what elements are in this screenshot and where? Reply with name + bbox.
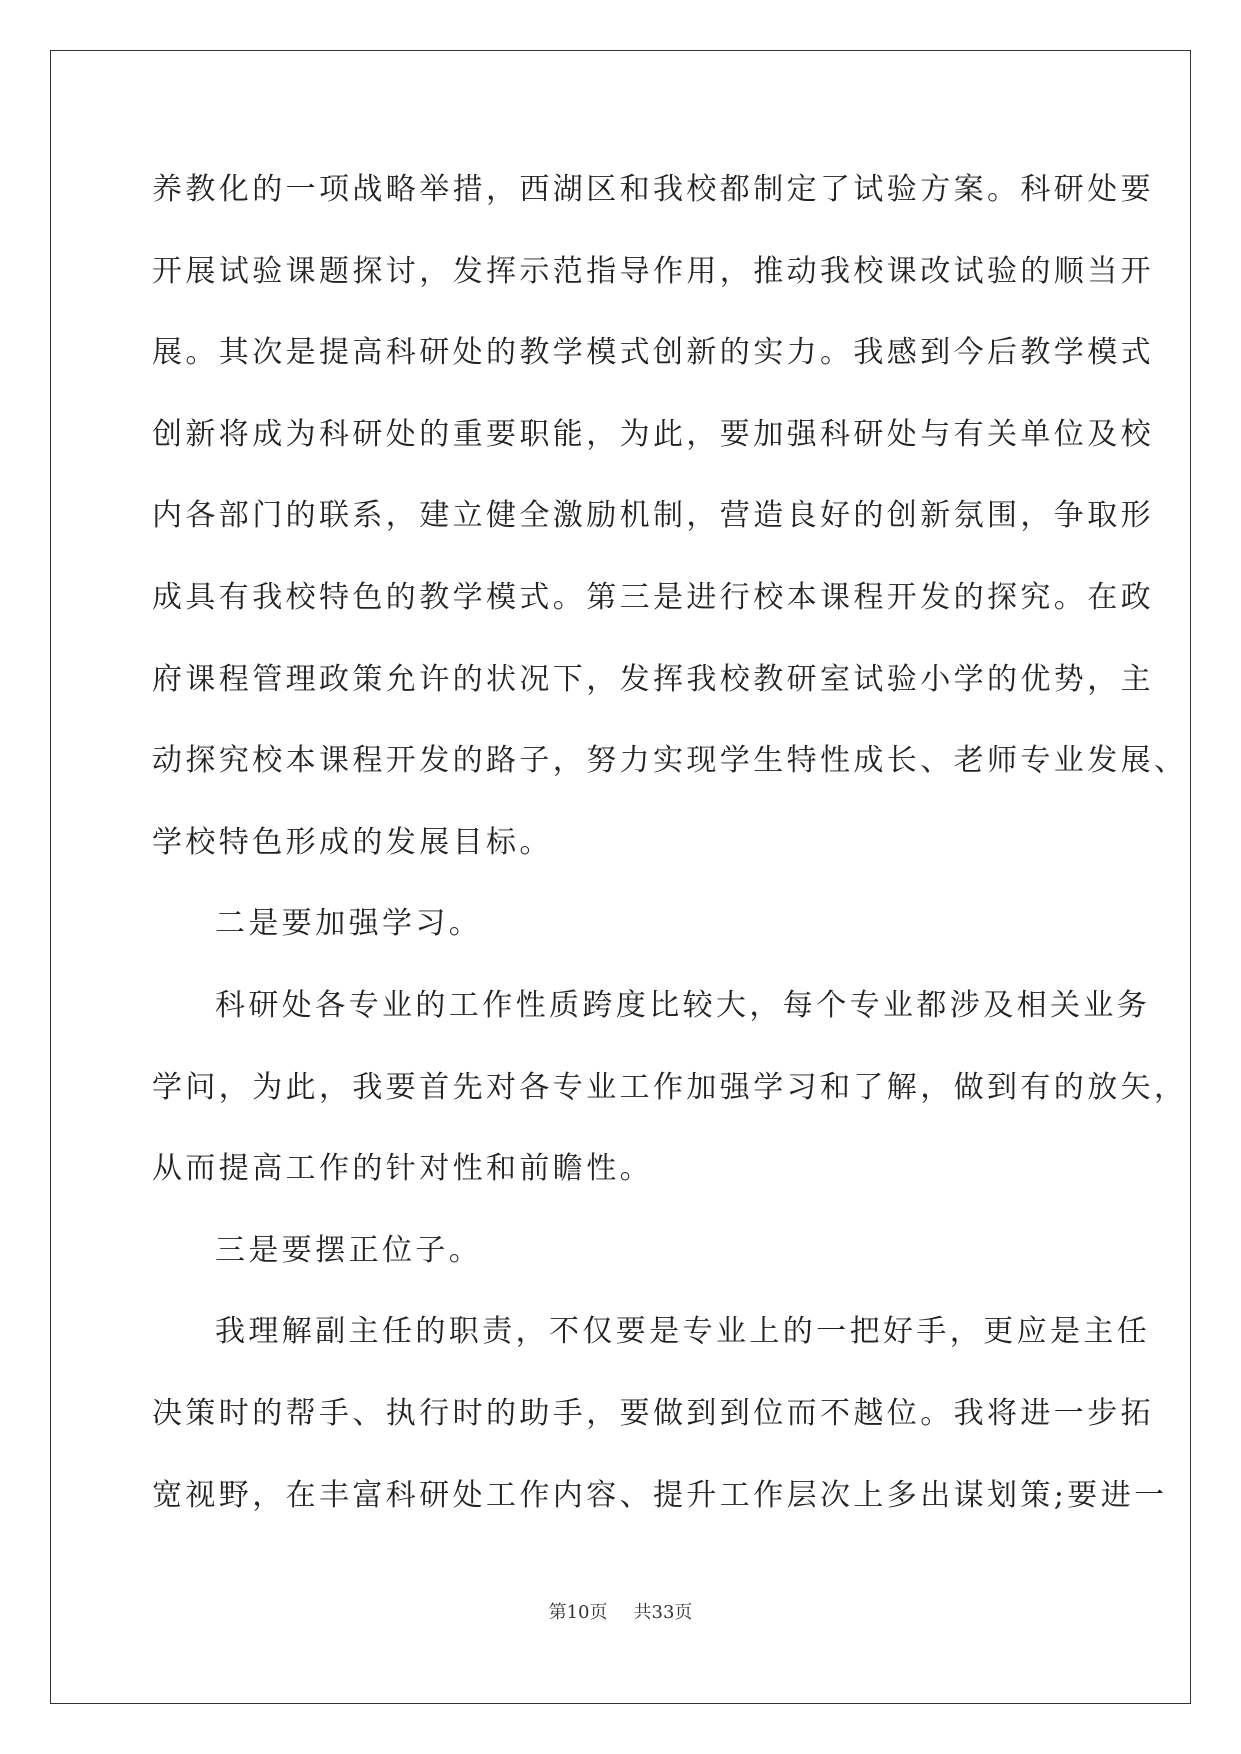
text-line: 创新将成为科研处的重要职能，为此，要加强科研处与有关单位及校 [152,416,1154,452]
text-line: 二是要加强学习。 [215,906,483,942]
text-line: 从而提高工作的针对性和前瞻性。 [152,1151,653,1187]
document-body [152,160,1188,1547]
text-line: 成具有我校特色的教学模式。第三是进行校本课程开发的探究。在政 [152,579,1154,615]
page-number: 第10页 [548,1602,608,1623]
text-line: 展。其次是提高科研处的教学模式创新的实力。我感到今后教学模式 [152,335,1154,371]
text-line: 学问，为此，我要首先对各专业工作加强学习和了解，做到有的放矢， [152,1069,1188,1105]
text-line: 府课程管理政策允许的状况下，发挥我校教研室试验小学的优势，主 [152,661,1154,697]
text-line: 动探究校本课程开发的路子，努力实现学生特性成长、老师专业发展、 [152,743,1188,779]
text-line: 内各部门的联系，建立健全激励机制，营造良好的创新氛围，争取形 [152,498,1154,534]
text-line: 决策时的帮手、执行时的助手，要做到到位而不越位。我将进一步拓 [152,1395,1154,1431]
text-line: 三是要摆正位子。 [215,1232,483,1268]
text-line: 开展试验课题探讨，发挥示范指导作用，推动我校课改试验的顺当开 [152,253,1154,289]
text-line: 宽视野，在丰富科研处工作内容、提升工作层次上多出谋划策;要进一 [152,1477,1168,1513]
text-line: 学校特色形成的发展目标。 [152,824,553,860]
page-footer [0,1598,1241,1624]
text-line: 科研处各专业的工作性质跨度比较大，每个专业都涉及相关业务 [215,987,1151,1023]
text-line: 我理解副主任的职责，不仅要是专业上的一把好手，更应是主任 [215,1314,1151,1350]
text-line: 养教化的一项战略举措，西湖区和我校都制定了试验方案。科研处要 [152,172,1154,207]
page-total: 共33页 [633,1602,693,1623]
